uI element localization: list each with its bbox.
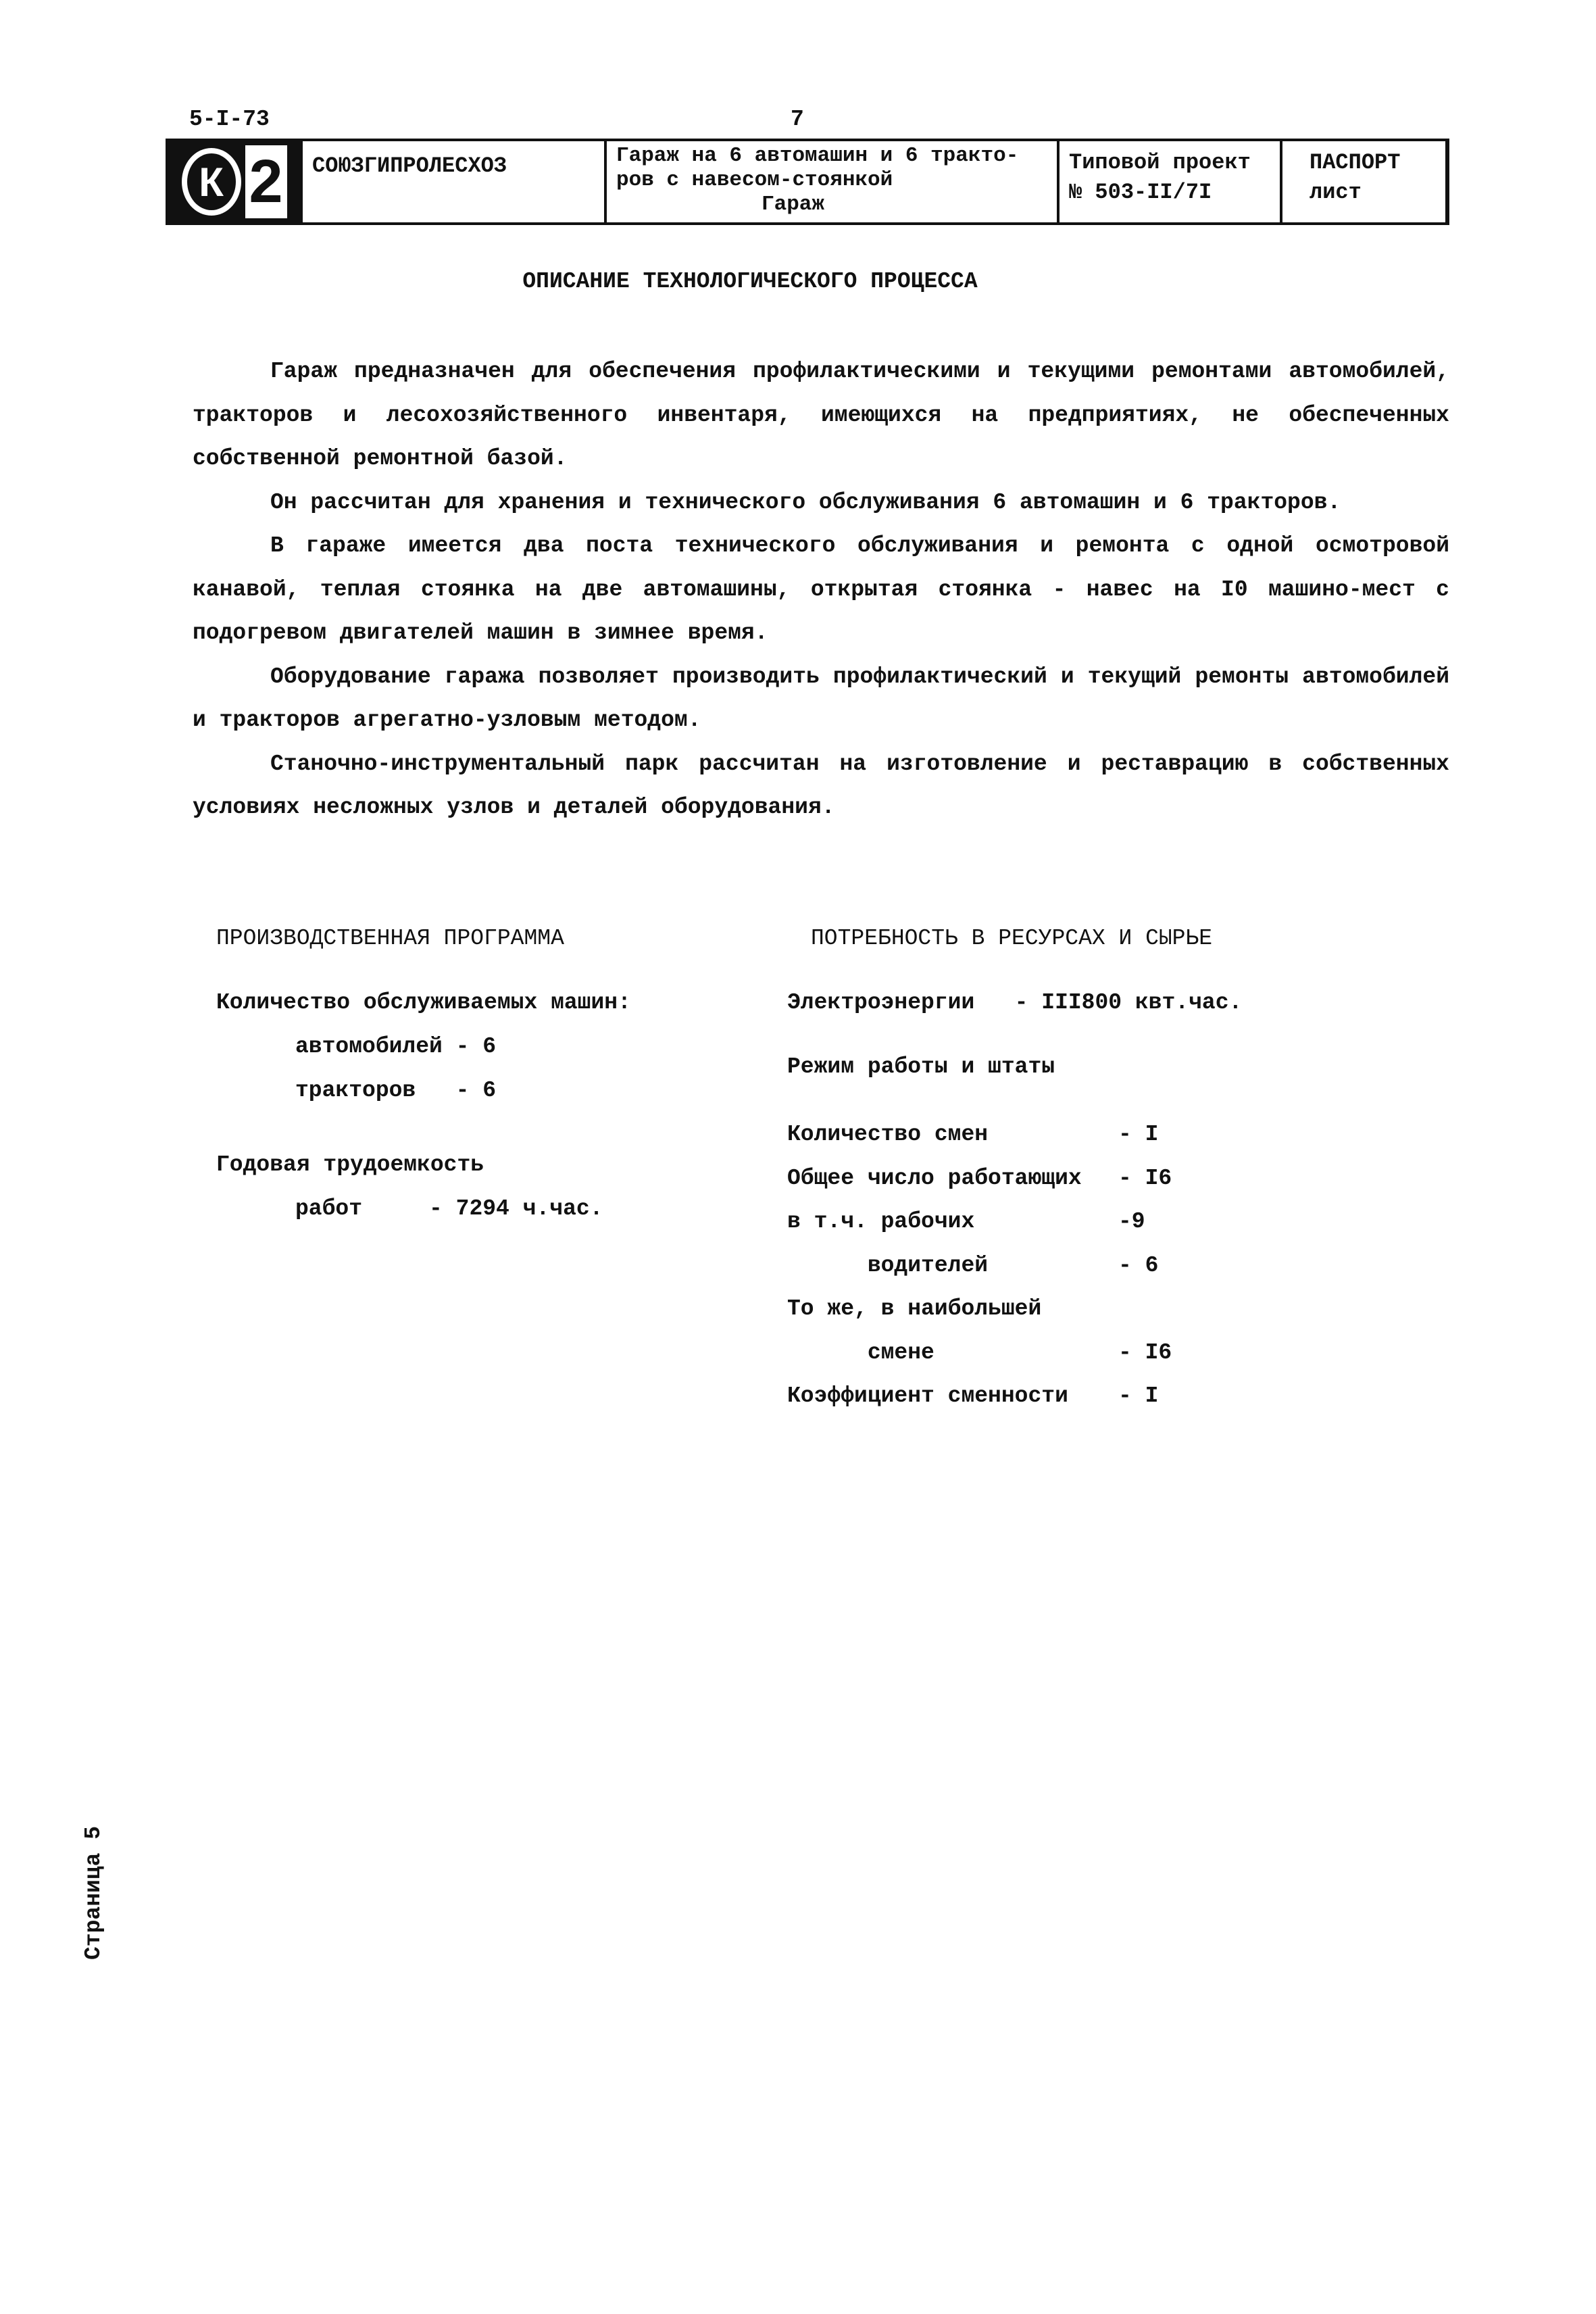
object-title-line: ров с навесом-стоянкой: [616, 168, 893, 192]
paragraph: Он рассчитан для хранения и технического обслуживания 6 автомашин и 6 тракторов.: [270, 489, 1341, 515]
resource-line: Режим работы и штаты: [787, 1054, 1055, 1079]
project-cell: [1057, 141, 1280, 222]
section-title: ОПИСАНИЕ ТЕХНОЛОГИЧЕСКОГО ПРОЦЕССА: [522, 269, 978, 294]
sheet-label: лист: [1310, 180, 1362, 205]
staff-label: Общее число работающих: [787, 1165, 1082, 1191]
resources-heading: ПОТРЕБНОСТЬ В РЕСУРСАХ И СЫРЬЕ: [811, 926, 1213, 951]
logo: [168, 141, 300, 222]
program-line: работ - 7294 ч.час.: [295, 1196, 603, 1221]
project-label: Типовой проект: [1069, 150, 1251, 175]
object-title-line: Гараж на 6 автомашин и 6 тракто-: [616, 144, 1019, 168]
staff-value: - I6: [1118, 1165, 1172, 1191]
program-line: автомобилей - 6: [295, 1034, 497, 1059]
staff-label: водителей: [787, 1252, 989, 1278]
doc-type: ПАСПОРТ: [1310, 150, 1401, 175]
staff-value: - 6: [1118, 1252, 1159, 1278]
paragraph: Станочно-инструментальный парк рассчитан на изготовление и реставрацию в собственных условиях несложных узлов и деталей оборудования.: [193, 751, 1449, 820]
program-line: Годовая трудоемкость: [216, 1152, 484, 1177]
program-line: Количество обслуживаемых машин:: [216, 990, 631, 1015]
organization: СОЮЗГИПРОЛЕСХОЗ: [300, 141, 604, 222]
staff-value: -9: [1118, 1209, 1145, 1234]
staff-label: в т.ч. рабочих: [787, 1209, 975, 1234]
paragraph: В гараже имеется два поста технического обслуживания и ремонта с одной осмотровой канавой, теплая стоянка на две автомашины, открытая стоянка - навес на I0 машино-мест с подогревом двигателей машин в зимнее время.: [193, 533, 1449, 645]
staff-value: - I6: [1118, 1339, 1172, 1365]
logo-ck-icon: К: [182, 148, 241, 216]
paragraph: Гараж предназначен для обеспечения профилактическими и текущими ремонтами автомобилей, тракторов и лесохозяйственного инвентаря, имеющихся на предприятиях, не обеспеченных собственной ремонтной базой.: [193, 359, 1449, 471]
staff-value: - I: [1118, 1122, 1159, 1147]
doc-type-cell: [1280, 141, 1445, 222]
object-title-line: Гараж: [762, 193, 825, 216]
title-block: [166, 139, 1449, 225]
description: [193, 350, 1449, 830]
paragraph: Оборудование гаража позволяет производить профилактический и текущий ремонты автомобилей и тракторов агрегатно-узловым методом.: [193, 664, 1449, 733]
page-number: 7: [791, 107, 804, 132]
program-heading: ПРОИЗВОДСТВЕННАЯ ПРОГРАММА: [216, 926, 564, 951]
side-page-note: Страница 5: [81, 1825, 106, 1960]
staff-label: Коэффициент сменности: [787, 1383, 1068, 1408]
staff-label: смене: [787, 1339, 934, 1365]
staff-label: То же, в наибольшей: [787, 1296, 1042, 1321]
staff-value: - I: [1118, 1383, 1159, 1408]
document-code: 5-I-73: [189, 107, 270, 132]
object-title: [604, 141, 1057, 222]
staff-label: Количество смен: [787, 1122, 989, 1147]
program-line: тракторов - 6: [295, 1078, 497, 1103]
project-number: № 503-II/7I: [1069, 180, 1212, 205]
logo-number: 2: [245, 145, 287, 218]
resource-line: Электроэнергии - III800 квт.час.: [787, 990, 1243, 1015]
